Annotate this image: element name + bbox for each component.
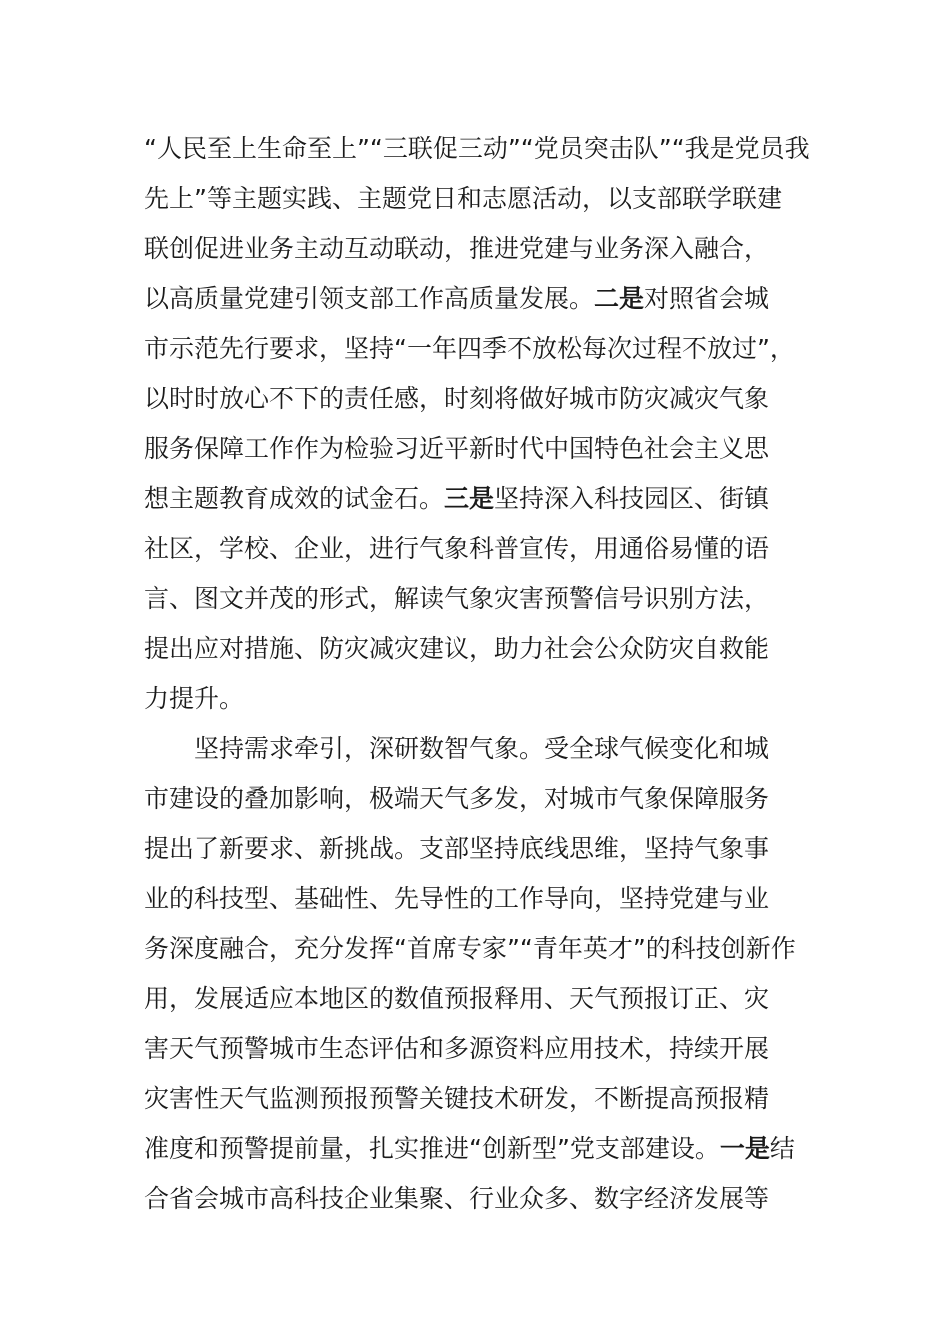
text-line <box>144 274 809 324</box>
text-segment: 业的科技型、基础性、先导性的工作导向，坚持党建与业 <box>144 884 770 913</box>
text-line <box>144 524 809 574</box>
text-line <box>144 424 809 474</box>
text-segment: 力提升。 <box>144 684 245 713</box>
text-line <box>144 224 809 274</box>
text-line <box>144 874 809 924</box>
text-line <box>144 1174 809 1224</box>
text-segment: 对照省会城 <box>644 284 770 313</box>
text-segment: 准度和预警提前量，扎实推进“创新型”党支部建设。 <box>144 1134 720 1163</box>
paragraph-1 <box>144 124 809 724</box>
text-segment: 先上”等主题实践、主题党日和志愿活动，以支部联学联建 <box>144 184 782 213</box>
text-line <box>144 1124 809 1174</box>
emphasis-marker: 一是 <box>719 1134 770 1163</box>
text-line <box>144 1024 809 1074</box>
body-text <box>144 124 809 1224</box>
emphasis-marker: 二是 <box>594 284 645 313</box>
text-segment: 想主题教育成效的试金石。 <box>144 484 445 513</box>
text-line <box>144 374 809 424</box>
text-segment: 市建设的叠加影响，极端天气多发，对城市气象保障服务 <box>144 784 770 813</box>
text-segment: 用，发展适应本地区的数值预报释用、天气预报订正、灾 <box>144 984 770 1013</box>
text-segment: 合省会城市高科技企业集聚、行业众多、数字经济发展等 <box>144 1184 770 1213</box>
text-segment: 服务保障工作作为检验习近平新时代中国特色社会主义思 <box>144 434 770 463</box>
text-line <box>144 674 809 724</box>
text-segment: 以高质量党建引领支部工作高质量发展。 <box>144 284 595 313</box>
text-segment: 提出了新要求、新挑战。支部坚持底线思维，坚持气象事 <box>144 834 770 863</box>
text-segment: 务深度融合，充分发挥“首席专家”“青年英才”的科技创新作 <box>144 934 796 963</box>
text-segment: 联创促进业务主动互动联动，推进党建与业务深入融合， <box>144 234 770 263</box>
emphasis-marker: 三是 <box>444 484 495 513</box>
text-line <box>144 474 809 524</box>
text-line <box>144 124 809 174</box>
text-line <box>144 574 809 624</box>
text-line <box>144 724 809 774</box>
text-segment: 社区，学校、企业，进行气象科普宣传，用通俗易懂的语 <box>144 534 770 563</box>
text-line <box>144 624 809 674</box>
text-line <box>144 174 809 224</box>
text-segment: 坚持需求牵引，深研数智气象。受全球气候变化和城 <box>194 734 770 763</box>
text-segment: 坚持深入科技园区、街镇 <box>494 484 770 513</box>
text-line <box>144 324 809 374</box>
text-segment: “人民至上生命至上”“三联促三动”“党员突击队”“我是党员我 <box>144 134 810 163</box>
text-segment: 结 <box>769 1134 795 1163</box>
text-line <box>144 974 809 1024</box>
text-segment: 害天气预警城市生态评估和多源资料应用技术，持续开展 <box>144 1034 770 1063</box>
text-line <box>144 824 809 874</box>
text-line <box>144 774 809 824</box>
paragraph-2 <box>144 724 809 1224</box>
text-line <box>144 1074 809 1124</box>
text-segment: 言、图文并茂的形式，解读气象灾害预警信号识别方法， <box>144 584 770 613</box>
text-line <box>144 924 809 974</box>
text-segment: 灾害性天气监测预报预警关键技术研发，不断提高预报精 <box>144 1084 770 1113</box>
text-segment: 市示范先行要求，坚持“一年四季不放松每次过程不放过”， <box>144 334 795 363</box>
text-segment: 提出应对措施、防灾减灾建议，助力社会公众防灾自救能 <box>144 634 770 663</box>
text-segment: 以时时放心不下的责任感，时刻将做好城市防灾减灾气象 <box>144 384 770 413</box>
